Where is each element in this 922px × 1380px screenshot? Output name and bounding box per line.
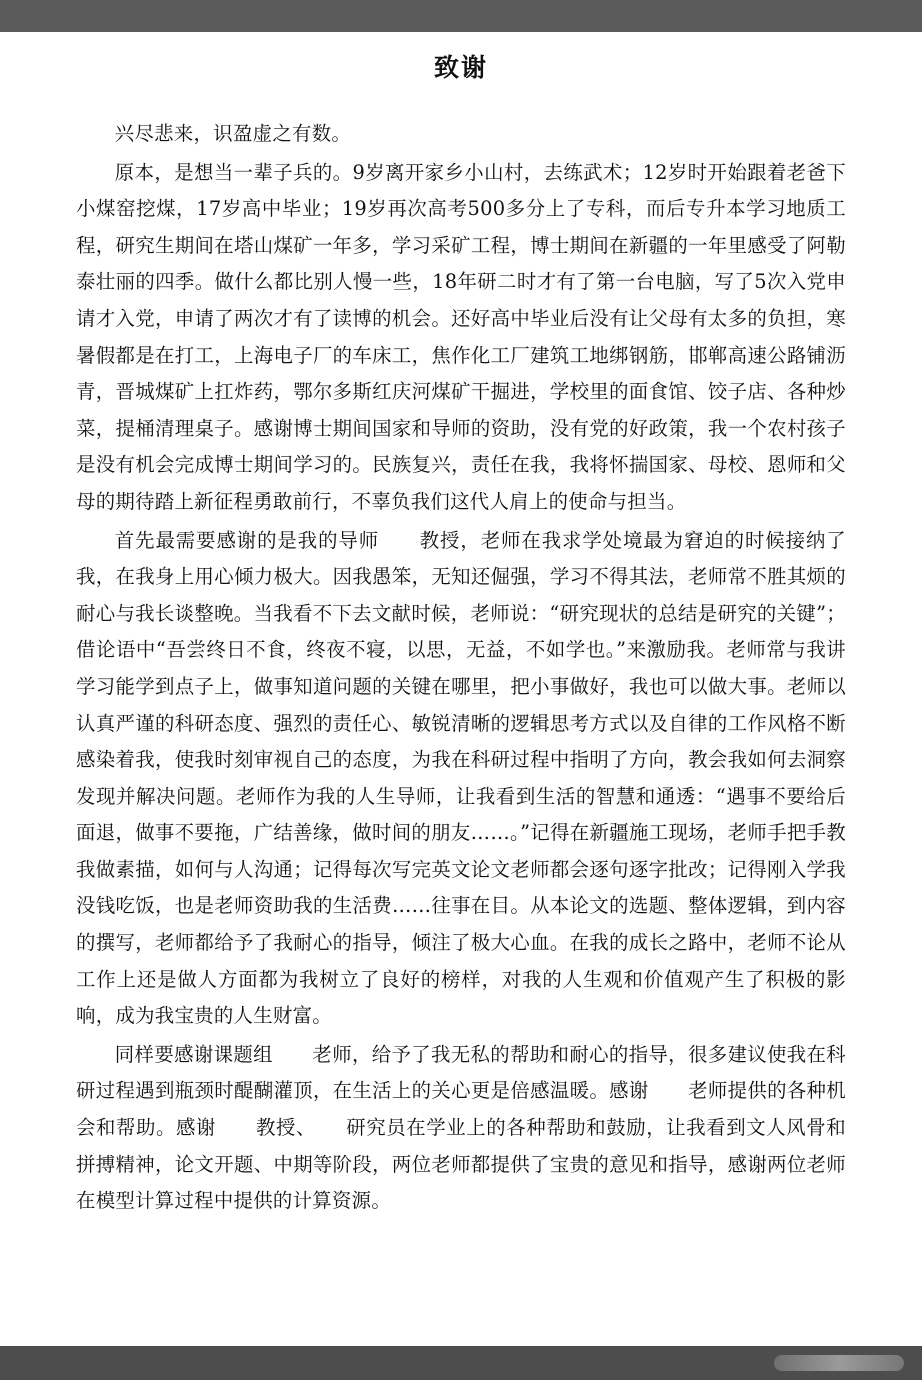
blurred-watermark bbox=[774, 1355, 904, 1371]
paragraph-opening: 兴尽悲来，识盈虚之有数。 bbox=[114, 122, 352, 145]
bottom-frame-bar bbox=[0, 1346, 922, 1380]
paragraph-advisor: 首先最需要感谢的是我的导师 教授，老师在我求学处境最为窘迫的时候接纳了我，在我身上用心倾力极大。因我愚笨，无知还倔强，学习不得其法，老师常不胜其烦的耐心与我长谈整晚。当我看不下去文献时候，老师说：“研究现状的总结是研究的关键”；借论语中“吾尝终日不食，终夜不寝，以思，无益，不如学也。”来激励我。老师常与我讲学习能学到点子上，做事知道问题的关键在哪里，把小事做好，我也可以做大事。老师以认真严谨的科研态度、强烈的责任心、敏锐清晰的逻辑思考方式以及自律的工作风格不断感染着我，使我时刻审视自己的态度，为我在科研过程中指明了方向，教会我如何去洞察发现并解决问题。老师作为我的人生导师，让我看到生活的智慧和通透：“遇事不要给后面退，做事不要拖，广结善缘，做时间的朋友……。”记得在新疆施工现场，老师手把手教我做素描，如何与人沟通；记得每次写完英文论文老师都会逐句逐字批改；记得刚入学我没钱吃饭，也是老师资助我的生活费……往事在目。从本论文的选题、整体逻辑，到内容的撰写，老师都给予了我耐心的指导，倾注了极大心血。在我的成长之路中，老师不论从工作上还是做人方面都为我树立了良好的榜样，对我的人生观和价值观产生了积极的影响，成为我宝贵的人生财富。 bbox=[76, 528, 846, 1028]
paragraph-research-group: 同样要感谢课题组 老师，给予了我无私的帮助和耐心的指导，很多建议使我在科研过程遇到瓶颈时醍醐灌顶，在生活上的关心更是倍感温暖。感谢 老师提供的各种机会和帮助。感谢 教授、 研究员在学业上的各种帮助和鼓励，让我看到文人风骨和拼搏精神，论文开题、中期等阶段，两位老师都提供了宝贵的意见和指导，感谢两位老师在模型计算过程中提供的计算资源。 bbox=[76, 1042, 846, 1213]
paragraph-background: 原本，是想当一辈子兵的。9岁离开家乡小山村，去练武术；12岁时开始跟着老爸下小煤窑挖煤，17岁高中毕业；19岁再次高考500多分上了专科，而后专升本学习地质工程，研究生期间在塔山煤矿一年多，学习采矿工程，博士期间在新疆的一年里感受了阿勒泰壮丽的四季。做什么都比别人慢一些，18年研二时才有了第一台电脑，写了5次入党申请才入党，申请了两次才有了读博的机会。还好高中毕业后没有让父母有太多的负担，寒暑假都是在打工，上海电子厂的车床工，焦作化工厂建筑工地绑钢筋，邯郸高速公路铺沥青，晋城煤矿上扛炸药，鄂尔多斯红庆河煤矿干掘进，学校里的面食馆、饺子店、各种炒菜，提桶清理桌子。感谢博士期间国家和导师的资助，没有党的好政策，我一个农村孩子是没有机会完成博士期间学习的。民族复兴，责任在我，我将怀揣国家、母校、恩师和父母的期待踏上新征程勇敢前行，不辜负我们这代人肩上的使命与担当。 bbox=[76, 160, 846, 513]
top-frame-bar bbox=[0, 0, 922, 32]
page-title: 致谢 bbox=[433, 53, 488, 82]
document-page bbox=[76, 46, 846, 1220]
